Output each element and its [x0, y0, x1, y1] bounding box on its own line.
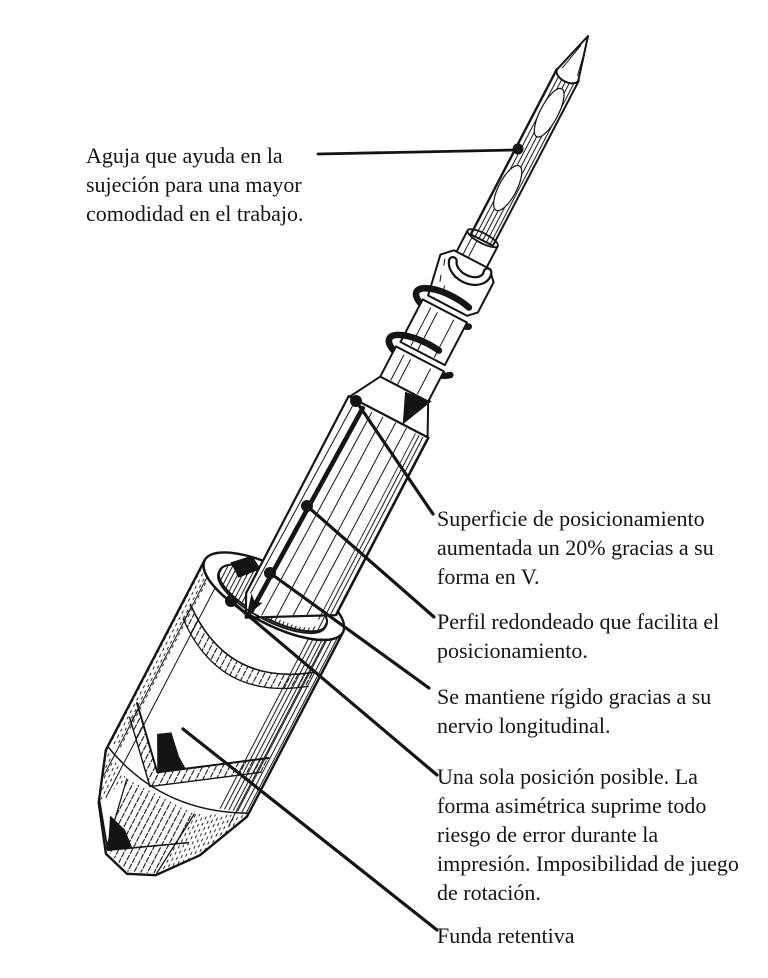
callout-funda: Funda retentiva — [437, 923, 575, 948]
needle-illustration — [471, 30, 599, 246]
chuck-illustration — [372, 217, 518, 406]
callout-dot-posicion — [226, 596, 237, 607]
callout-dot-perfil — [302, 501, 313, 512]
callout-aguja: Aguja que ayuda en la sujeción para una mayor comodidad en el trabajo. — [86, 143, 304, 226]
leader-line-aguja — [318, 150, 516, 154]
callout-posicion: Una sola posición posible. La forma asimétrica suprime todo riesgo de error durante la impresión. Imposibilidad de juego de rotación. — [437, 764, 739, 905]
callout-dot-rigido — [265, 568, 276, 579]
callout-rigido: Se mantiene rígido gracias a su nervio longitudinal. — [437, 684, 712, 738]
callout-superficie: Superficie de posicionamiento aumentada un 20% gracias a su forma en V. — [437, 506, 714, 589]
callout-dot-superficie — [351, 396, 362, 407]
callout-perfil: Perfil redondeado que facilita el posicionamiento. — [437, 609, 720, 663]
callout-dot-aguja — [513, 144, 523, 154]
